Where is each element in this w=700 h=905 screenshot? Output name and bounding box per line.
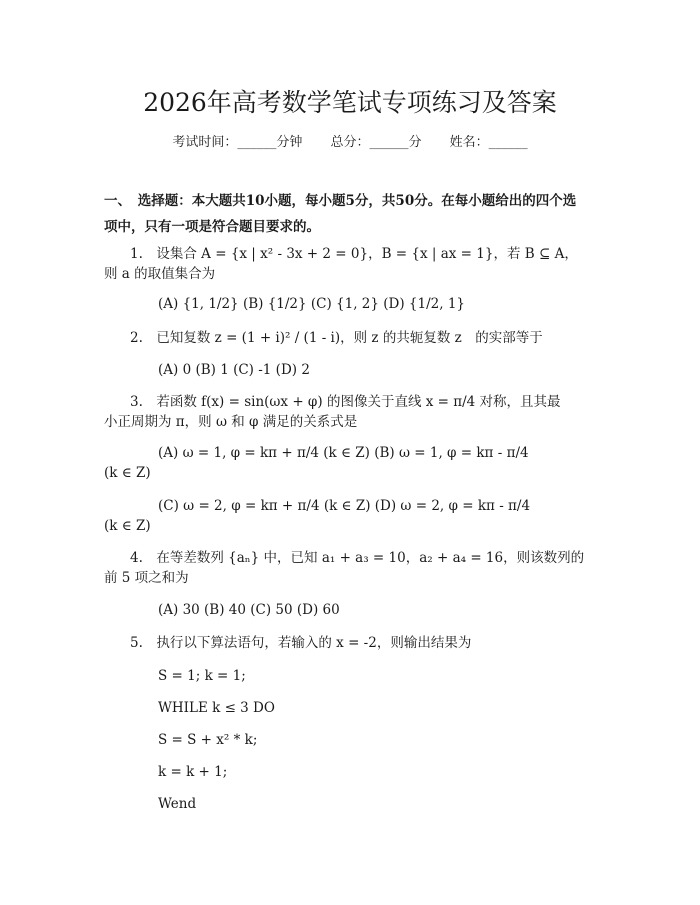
question-4-stem: 4. 在等差数列 {aₙ} 中，已知 a₁ + a₃ = 10，a₂ + a₄ = 16，则该数列的: [130, 550, 585, 566]
page-title: 2026年高考数学笔试专项练习及答案: [143, 88, 557, 117]
question-3-options-cd: (C) ω = 2, φ = kπ + π/4 (k ∈ Z) (D) ω = 2, φ = kπ - π/4: [158, 498, 531, 514]
code-line: S = S + x² * k;: [158, 732, 258, 748]
code-line: WHILE k ≤ 3 DO: [158, 700, 275, 716]
code-line: S = 1; k = 1;: [158, 668, 246, 684]
exam-info: [0, 131, 700, 150]
question-1-stem-cont: 则 a 的取值集合为: [104, 266, 216, 282]
question-1-stem: 1. 设集合 A = {x | x² - 3x + 2 = 0}，B = {x | ax = 1}，若 B ⊆ A，: [130, 246, 578, 262]
question-4-stem-cont: 前 5 项之和为: [104, 570, 189, 586]
code-line: k = k + 1;: [158, 764, 228, 780]
exam-time: 考试时间：______分钟: [172, 135, 303, 150]
student-name: 姓名：______: [449, 135, 528, 150]
exam-total-score: 总分：______分: [330, 135, 422, 150]
question-3-options-ab: (A) ω = 1, φ = kπ + π/4 (k ∈ Z) (B) ω = 1, φ = kπ - π/4: [158, 445, 529, 461]
section-heading-line2: 项中，只有一项是符合题目要求的。: [104, 219, 320, 235]
question-4-options: (A) 30 (B) 40 (C) 50 (D) 60: [158, 602, 340, 618]
question-3-stem: 3. 若函数 f(x) = sin(ωx + φ) 的图像关于直线 x = π/4 对称，且其最: [130, 394, 561, 410]
question-2-stem: 2. 已知复数 z = (1 + i)² / (1 - i)，则 z 的共轭复数 z 的实部等于: [130, 330, 543, 346]
question-5-stem: 5. 执行以下算法语句，若输入的 x = -2，则输出结果为: [130, 635, 472, 651]
question-3-options-cd-cont: (k ∈ Z): [104, 518, 151, 534]
question-3-stem-cont: 小正周期为 π，则 ω 和 φ 满足的关系式是: [104, 414, 358, 430]
question-1-options: (A) {1, 1/2} (B) {1/2} (C) {1, 2} (D) {1/2, 1}: [158, 296, 465, 312]
section-heading: [104, 188, 604, 240]
question-3-options-ab-cont: (k ∈ Z): [104, 465, 151, 481]
code-line: Wend: [158, 796, 197, 812]
question-2-options: (A) 0 (B) 1 (C) -1 (D) 2: [158, 362, 310, 378]
section-heading-line1: 一、 选择题：本大题共10小题，每小题5分，共50分。在每小题给出的四个选: [104, 193, 577, 209]
